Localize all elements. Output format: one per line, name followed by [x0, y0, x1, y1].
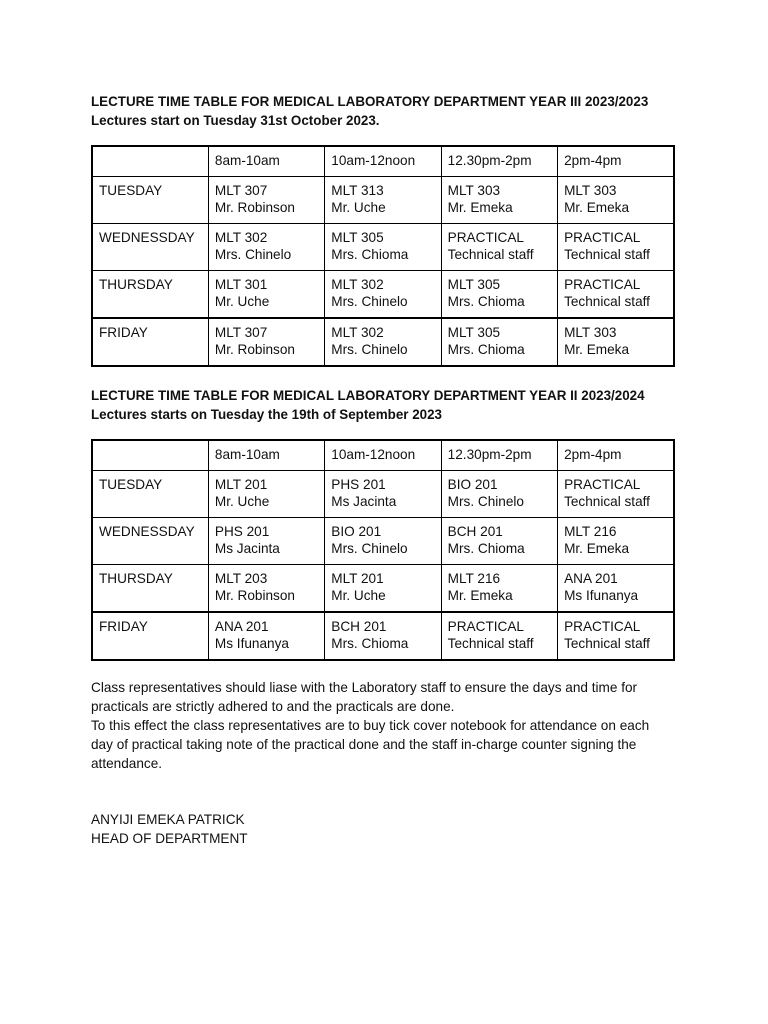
- course-code: MLT 201: [331, 571, 384, 586]
- day-cell: FRIDAY: [92, 318, 208, 366]
- schedule-cell: [441, 612, 557, 660]
- schedule-cell: [441, 518, 557, 565]
- schedule-cell: [558, 471, 674, 518]
- course-code: MLT 216: [564, 524, 617, 539]
- lecturer-name: Technical staff: [564, 635, 650, 651]
- course-code: MLT 201: [214, 477, 268, 492]
- section-spacer: [91, 661, 681, 678]
- signatory-title: HEAD OF DEPARTMENT: [91, 831, 248, 846]
- lecturer-name: Ms Ifunanya: [214, 635, 289, 651]
- course-code: MLT 203: [214, 571, 268, 586]
- course-code: MLT 301: [214, 277, 268, 292]
- table-header-row: [92, 146, 674, 177]
- table-row: [92, 318, 674, 366]
- course-code: PRACTICAL: [447, 230, 524, 245]
- schedule-cell: [441, 224, 557, 271]
- course-code: MLT 302: [331, 277, 384, 292]
- header-cell-blank: [92, 146, 208, 177]
- course-code: PHS 201: [331, 477, 386, 492]
- lecturer-name: Mr. Emeka: [447, 199, 513, 215]
- header-cell-slot-1: 8am-10am: [208, 146, 324, 177]
- schedule-cell: [441, 271, 557, 319]
- course-code: MLT 302: [331, 325, 384, 340]
- schedule-cell: [208, 471, 324, 518]
- document-page: [91, 92, 681, 848]
- schedule-cell: [208, 177, 324, 224]
- day-cell: THURSDAY: [92, 565, 208, 613]
- timetable-year2-subtitle: Lectures starts on Tuesday the 19th of September 2023: [91, 407, 443, 422]
- course-code: PHS 201: [214, 524, 270, 539]
- schedule-cell: [325, 318, 441, 366]
- lecturer-name: Mr. Uche: [331, 199, 386, 215]
- day-cell: WEDNESSDAY: [92, 518, 208, 565]
- course-code: MLT 303: [564, 183, 617, 198]
- schedule-cell: [558, 271, 674, 319]
- table-row: [92, 224, 674, 271]
- note-paragraph-2: To this effect the class representatives are to buy tick cover notebook for attendance on each day of practical taking note of the practical done and the staff in-charge counter signing the attendance.: [91, 718, 650, 771]
- lecturer-name: Ms Jacinta: [214, 540, 280, 556]
- schedule-cell: [441, 177, 557, 224]
- course-code: PRACTICAL: [564, 230, 641, 245]
- schedule-cell: [208, 271, 324, 319]
- schedule-cell: [208, 612, 324, 660]
- schedule-cell: [208, 518, 324, 565]
- day-cell: FRIDAY: [92, 612, 208, 660]
- lecturer-name: Technical staff: [564, 293, 650, 309]
- day-cell: WEDNESSDAY: [92, 224, 208, 271]
- timetable-year3-table: [91, 145, 675, 367]
- notes-section: [91, 678, 681, 773]
- lecturer-name: Ms Ifunanya: [564, 587, 639, 603]
- header-cell-slot-3: 12.30pm-2pm: [441, 440, 557, 471]
- lecturer-name: Mrs. Chioma: [331, 246, 409, 262]
- schedule-cell: [441, 565, 557, 613]
- lecturer-name: Mr. Uche: [214, 293, 270, 309]
- course-code: BCH 201: [447, 524, 503, 539]
- course-code: MLT 307: [214, 183, 268, 198]
- timetable-year2-table: [91, 439, 675, 661]
- schedule-cell: [208, 318, 324, 366]
- course-code: BCH 201: [331, 619, 387, 634]
- signatory-name: ANYIJI EMEKA PATRICK: [91, 812, 245, 827]
- day-cell: THURSDAY: [92, 271, 208, 319]
- course-code: BIO 201: [447, 477, 498, 492]
- course-code: MLT 305: [331, 230, 384, 245]
- timetable-year3-section: [91, 92, 681, 367]
- schedule-cell: [558, 224, 674, 271]
- schedule-cell: [558, 612, 674, 660]
- lecturer-name: Mrs. Chioma: [331, 635, 409, 651]
- course-code: PRACTICAL: [564, 619, 641, 634]
- course-code: BIO 201: [331, 524, 382, 539]
- course-code: MLT 303: [564, 325, 617, 340]
- lecturer-name: Mrs. Chinelo: [331, 293, 408, 309]
- header-cell-slot-3: 12.30pm-2pm: [441, 146, 557, 177]
- course-code: ANA 201: [564, 571, 618, 586]
- course-code: MLT 307: [214, 325, 268, 340]
- header-cell-slot-4: 2pm-4pm: [558, 440, 674, 471]
- schedule-cell: [558, 318, 674, 366]
- lecturer-name: Technical staff: [447, 635, 534, 651]
- lecturer-name: Technical staff: [564, 493, 650, 509]
- timetable-year2-section: [91, 386, 681, 661]
- lecturer-name: Mr. Uche: [331, 587, 386, 603]
- table-row: [92, 471, 674, 518]
- lecturer-name: Mr. Robinson: [214, 341, 295, 357]
- schedule-cell: [558, 177, 674, 224]
- header-cell-blank: [92, 440, 208, 471]
- table-row: [92, 271, 674, 319]
- day-cell: TUESDAY: [92, 177, 208, 224]
- course-code: MLT 305: [447, 277, 501, 292]
- course-code: PRACTICAL: [447, 619, 524, 634]
- lecturer-name: Mr. Emeka: [564, 341, 630, 357]
- lecturer-name: Technical staff: [564, 246, 650, 262]
- schedule-cell: [325, 518, 441, 565]
- lecturer-name: Mrs. Chioma: [447, 341, 525, 357]
- header-cell-slot-4: 2pm-4pm: [558, 146, 674, 177]
- lecturer-name: Mr. Emeka: [564, 199, 630, 215]
- schedule-cell: [208, 565, 324, 613]
- course-code: MLT 216: [447, 571, 501, 586]
- table-header-row: [92, 440, 674, 471]
- table-row: [92, 518, 674, 565]
- lecturer-name: Mr. Uche: [214, 493, 270, 509]
- lecturer-name: Ms Jacinta: [331, 493, 397, 509]
- lecturer-name: Mrs. Chioma: [447, 293, 525, 309]
- course-code: PRACTICAL: [564, 277, 641, 292]
- schedule-cell: [325, 224, 441, 271]
- header-cell-slot-2: 10am-12noon: [325, 146, 441, 177]
- note-paragraph-1: Class representatives should liase with the Laboratory staff to ensure the days and time for practicals are strictly adhered to and the practicals are done.: [91, 680, 638, 714]
- lecturer-name: Mr. Emeka: [447, 587, 513, 603]
- table-row: [92, 612, 674, 660]
- lecturer-name: Mrs. Chinelo: [331, 341, 408, 357]
- signature-block: [91, 810, 681, 848]
- header-cell-slot-2: 10am-12noon: [325, 440, 441, 471]
- schedule-cell: [325, 471, 441, 518]
- course-code: ANA 201: [214, 619, 269, 634]
- course-code: MLT 303: [447, 183, 501, 198]
- table-row: [92, 565, 674, 613]
- lecturer-name: Mrs. Chinelo: [214, 246, 292, 262]
- lecturer-name: Mr. Emeka: [564, 540, 630, 556]
- schedule-cell: [325, 565, 441, 613]
- course-code: MLT 305: [447, 325, 501, 340]
- lecturer-name: Mr. Robinson: [214, 199, 295, 215]
- timetable-year2-title: LECTURE TIME TABLE FOR MEDICAL LABORATORY DEPARTMENT YEAR II 2023/2024: [91, 388, 645, 403]
- schedule-cell: [325, 271, 441, 319]
- timetable-year3-title: LECTURE TIME TABLE FOR MEDICAL LABORATORY DEPARTMENT YEAR III 2023/2023: [91, 94, 649, 109]
- schedule-cell: [441, 471, 557, 518]
- section-spacer: [91, 367, 681, 386]
- lecturer-name: Technical staff: [447, 246, 534, 262]
- timetable-year3-subtitle: Lectures start on Tuesday 31st October 2023.: [91, 113, 380, 128]
- schedule-cell: [558, 518, 674, 565]
- day-cell: TUESDAY: [92, 471, 208, 518]
- course-code: MLT 313: [331, 183, 384, 198]
- schedule-cell: [441, 318, 557, 366]
- schedule-cell: [325, 177, 441, 224]
- lecturer-name: Mrs. Chioma: [447, 540, 525, 556]
- table-row: [92, 177, 674, 224]
- course-code: PRACTICAL: [564, 477, 641, 492]
- schedule-cell: [325, 612, 441, 660]
- lecturer-name: Mr. Robinson: [214, 587, 295, 603]
- schedule-cell: [208, 224, 324, 271]
- course-code: MLT 302: [214, 230, 268, 245]
- lecturer-name: Mrs. Chinelo: [447, 493, 524, 509]
- schedule-cell: [558, 565, 674, 613]
- header-cell-slot-1: 8am-10am: [208, 440, 324, 471]
- lecturer-name: Mrs. Chinelo: [331, 540, 408, 556]
